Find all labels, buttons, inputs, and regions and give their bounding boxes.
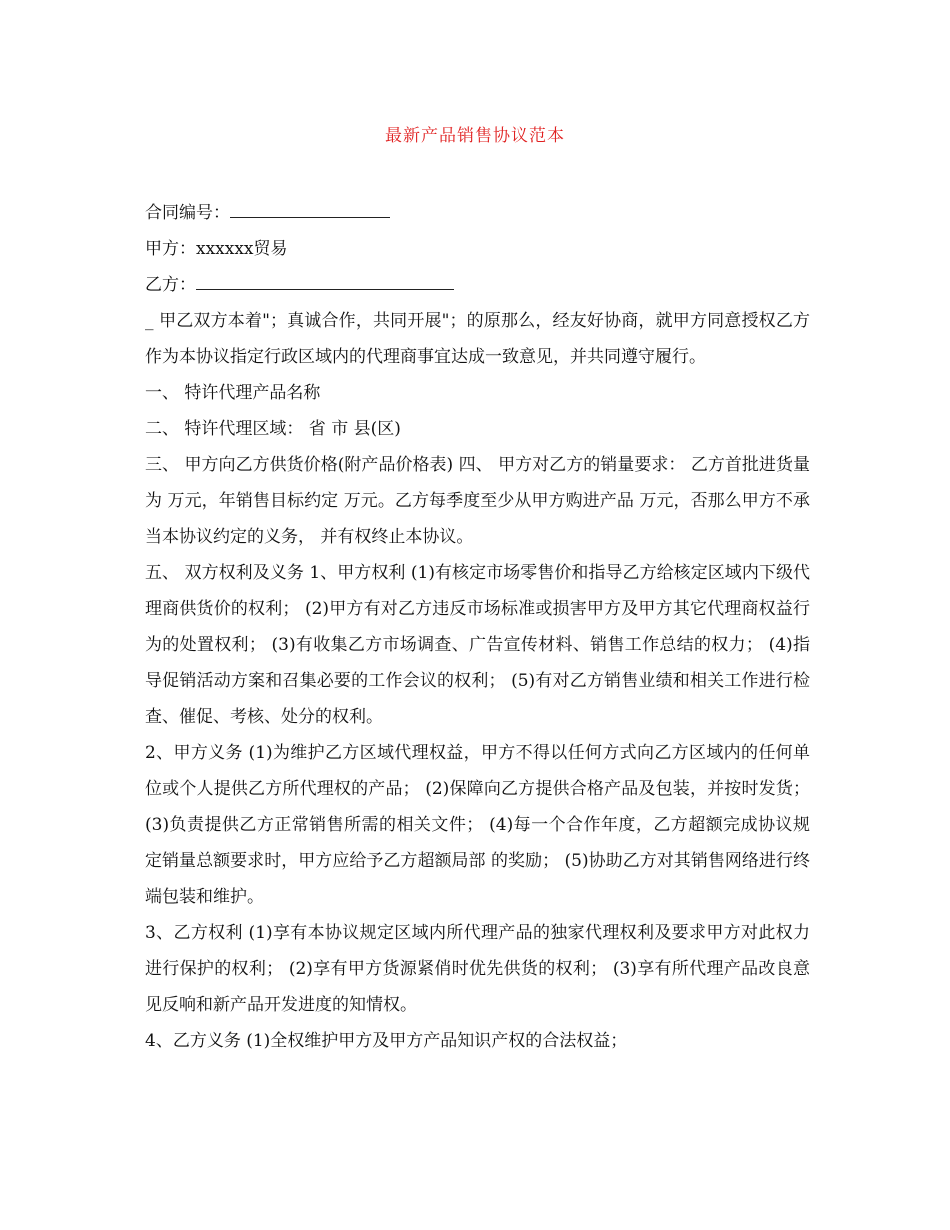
party-a-label: 甲方： — [145, 239, 196, 259]
contract-number-label: 合同编号： — [145, 203, 230, 223]
party-a-value: xxxxxx贸易 — [196, 239, 288, 259]
section-3-4-paragraph: 三、 甲方向乙方供货价格(附产品价格表) 四、 甲方对乙方的销量要求： 乙方首批进货量为 万元，年销售目标约定 万元。乙方每季度至少从甲方购进产品 万元，否那么甲方不承当本协议约定的义务， 并有权终止本协议。 — [145, 455, 810, 547]
party-b-obligations: 4、乙方义务 (1)全权维护甲方及甲方产品知识产权的合法权益； — [145, 1031, 628, 1051]
party-b-line — [145, 267, 810, 303]
party-b-blank — [196, 271, 454, 290]
section-1-heading: 一、 特许代理产品名称 — [145, 383, 321, 403]
section-2-heading: 二、 特许代理区域： 省 市 县(区) — [145, 419, 401, 439]
section-5-party-a-rights: 五、 双方权利及义务 1、甲方权利 (1)有核定市场零售价和指导乙方给核定区域内下级代理商供货价的权利； (2)甲方有对乙方违反市场标准或损害甲方及甲方其它代理商权益行为的处置权利； (3)有收集乙方市场调查、广告宣传材料、销售工作总结的权力； (4)指导促销活动方案和召集必要的工作会议的权利； (5)有对乙方销售业绩和相关工作进行检查、催促、考核、处分的权利。 — [145, 563, 810, 727]
party-a-obligations: 2、甲方义务 (1)为维护乙方区域代理权益，甲方不得以任何方式向乙方区域内的任何单位或个人提供乙方所代理权的产品； (2)保障向乙方提供合格产品及包装，并按时发货； (3)负责提供乙方正常销售所需的相关文件； (4)每一个合作年度，乙方超额完成协议规定销量总额要求时，甲方应给予乙方超额局部 的奖励； (5)协助乙方对其销售网络进行终端包装和维护。 — [145, 743, 810, 907]
contract-number-line — [145, 195, 810, 231]
party-b-rights: 3、乙方权利 (1)享有本协议规定区域内所代理产品的独家代理权利及要求甲方对此权力进行保护的权利； (2)享有甲方货源紧俏时优先供货的权利； (3)享有所代理产品改良意见反响和新产品开发进度的知情权。 — [145, 923, 810, 1015]
party-b-label: 乙方： — [145, 275, 196, 295]
preamble-paragraph: _ 甲乙双方本着"；真诚合作，共同开展"；的原那么，经友好协商，就甲方同意授权乙方作为本协议指定行政区域内的代理商事宜达成一致意见，并共同遵守履行。 — [145, 311, 810, 367]
contract-number-blank — [230, 199, 390, 218]
party-a-line — [145, 231, 810, 267]
document-title: 最新产品销售协议范本 — [385, 126, 565, 146]
document-body — [145, 195, 810, 1059]
